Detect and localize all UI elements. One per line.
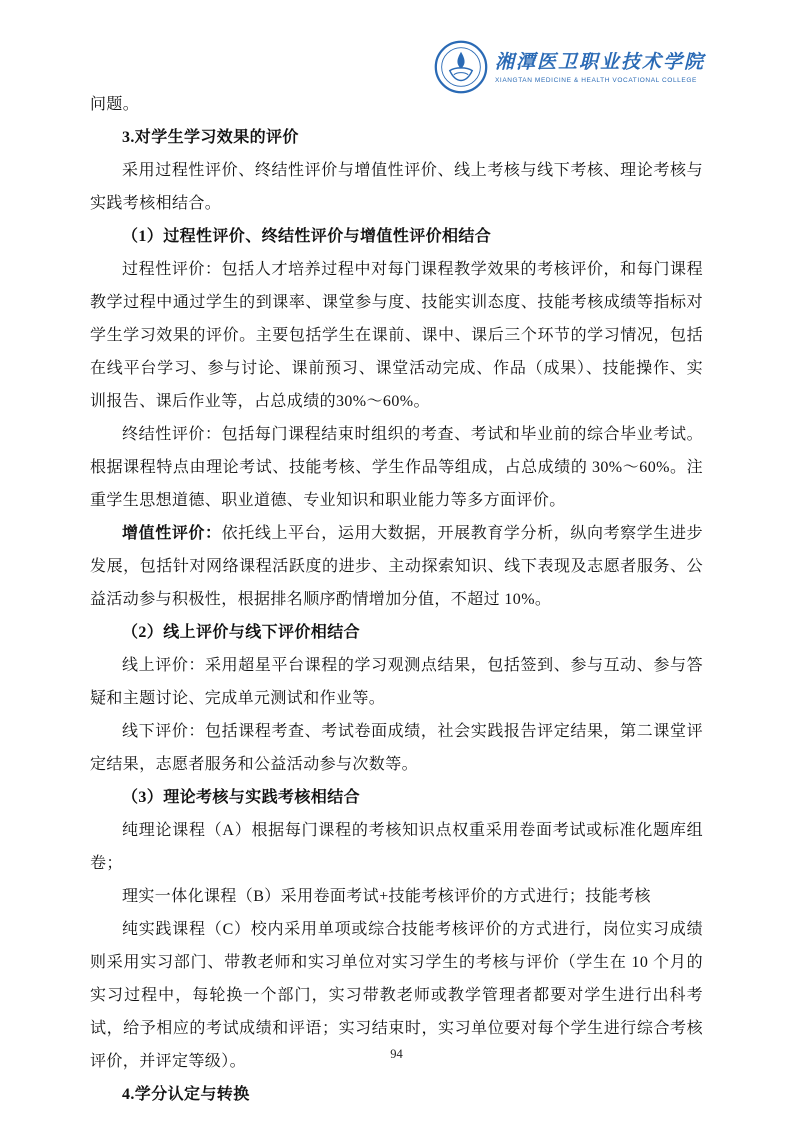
subsection-heading-3: （3）理论考核与实践考核相结合: [122, 789, 361, 806]
paragraph: 理实一体化课程（B）采用卷面考试+技能考核评价的方式进行；技能考核: [122, 888, 651, 905]
paragraph: [90, 517, 703, 616]
paragraph-text: 依托线上平台，运用大数据，开展教育学分析，纵向考察学生进步发展，包括针对网络课程活跃度的进步、主动探索知识、线下表现及志愿者服务、公益活动参与积极性，根据排名顺序酌情增加分值，不超过 10%。: [90, 525, 703, 608]
paragraph: 线上评价：采用超星平台课程的学习观测点结果，包括签到、参与互动、参与答疑和主题讨论、完成单元测试和作业等。: [90, 657, 703, 707]
document-body: [90, 88, 703, 1111]
subsection-heading-1: （1）过程性评价、终结性评价与增值性评价相结合: [122, 228, 492, 245]
paragraph: 过程性评价：包括人才培养过程中对每门课程教学效果的考核评价，和每门课程教学过程中通过学生的到课率、课堂参与度、技能实训态度、技能考核成绩等指标对学生学习效果的评价。主要包括学生在课前、课中、课后三个环节的学习情况，包括在线平台学习、参与讨论、课前预习、课堂活动完成、作品（成果）、技能操作、实训报告、课后作业等，占总成绩的30%～60%。: [90, 261, 703, 410]
college-logo: [434, 40, 705, 94]
college-name-zh: 湘潭医卫职业技术学院: [494, 51, 705, 73]
section-heading-4: 4.学分认定与转换: [122, 1086, 250, 1103]
paragraph: 纯实践课程（C）校内采用单项或综合技能考核评价的方式进行，岗位实习成绩则采用实习部门、带教老师和实习单位对实习学生的考核与评价（学生在 10 个月的实习过程中，每轮换一个部门，实习带教老师或教学管理者都要对学生进行出科考试，给予相应的考试成绩和评语；实习结束时，实习单位要对每个学生进行综合考核评价，并评定等级）。: [90, 921, 703, 1070]
page-number: 94: [390, 1047, 403, 1061]
paragraph-lead: 增值性评价：: [122, 525, 222, 542]
paragraph: 纯理论课程（A）根据每门课程的考核知识点权重采用卷面考试或标准化题库组卷；: [90, 822, 703, 872]
page-footer: [0, 1047, 793, 1062]
paragraph: 问题。: [90, 96, 140, 113]
college-emblem-icon: [434, 40, 488, 94]
paragraph: 线下评价：包括课程考查、考试卷面成绩，社会实践报告评定结果，第二课堂评定结果，志愿者服务和公益活动参与次数等。: [90, 723, 703, 773]
subsection-heading-2: （2）线上评价与线下评价相结合: [122, 624, 361, 641]
paragraph: 采用过程性评价、终结性评价与增值性评价、线上考核与线下考核、理论考核与实践考核相结合。: [90, 162, 703, 212]
section-heading-3: 3.对学生学习效果的评价: [122, 129, 299, 146]
college-logo-text: [495, 51, 705, 84]
paragraph: 终结性评价：包括每门课程结束时组织的考查、考试和毕业前的综合毕业考试。根据课程特点由理论考试、技能考核、学生作品等组成，占总成绩的 30%～60%。注重学生思想道德、职业道德、专业知识和职业能力等多方面评价。: [90, 426, 703, 509]
college-name-en: XIANGTAN MEDICINE & HEALTH VOCATIONAL COLLEGE: [494, 76, 697, 84]
